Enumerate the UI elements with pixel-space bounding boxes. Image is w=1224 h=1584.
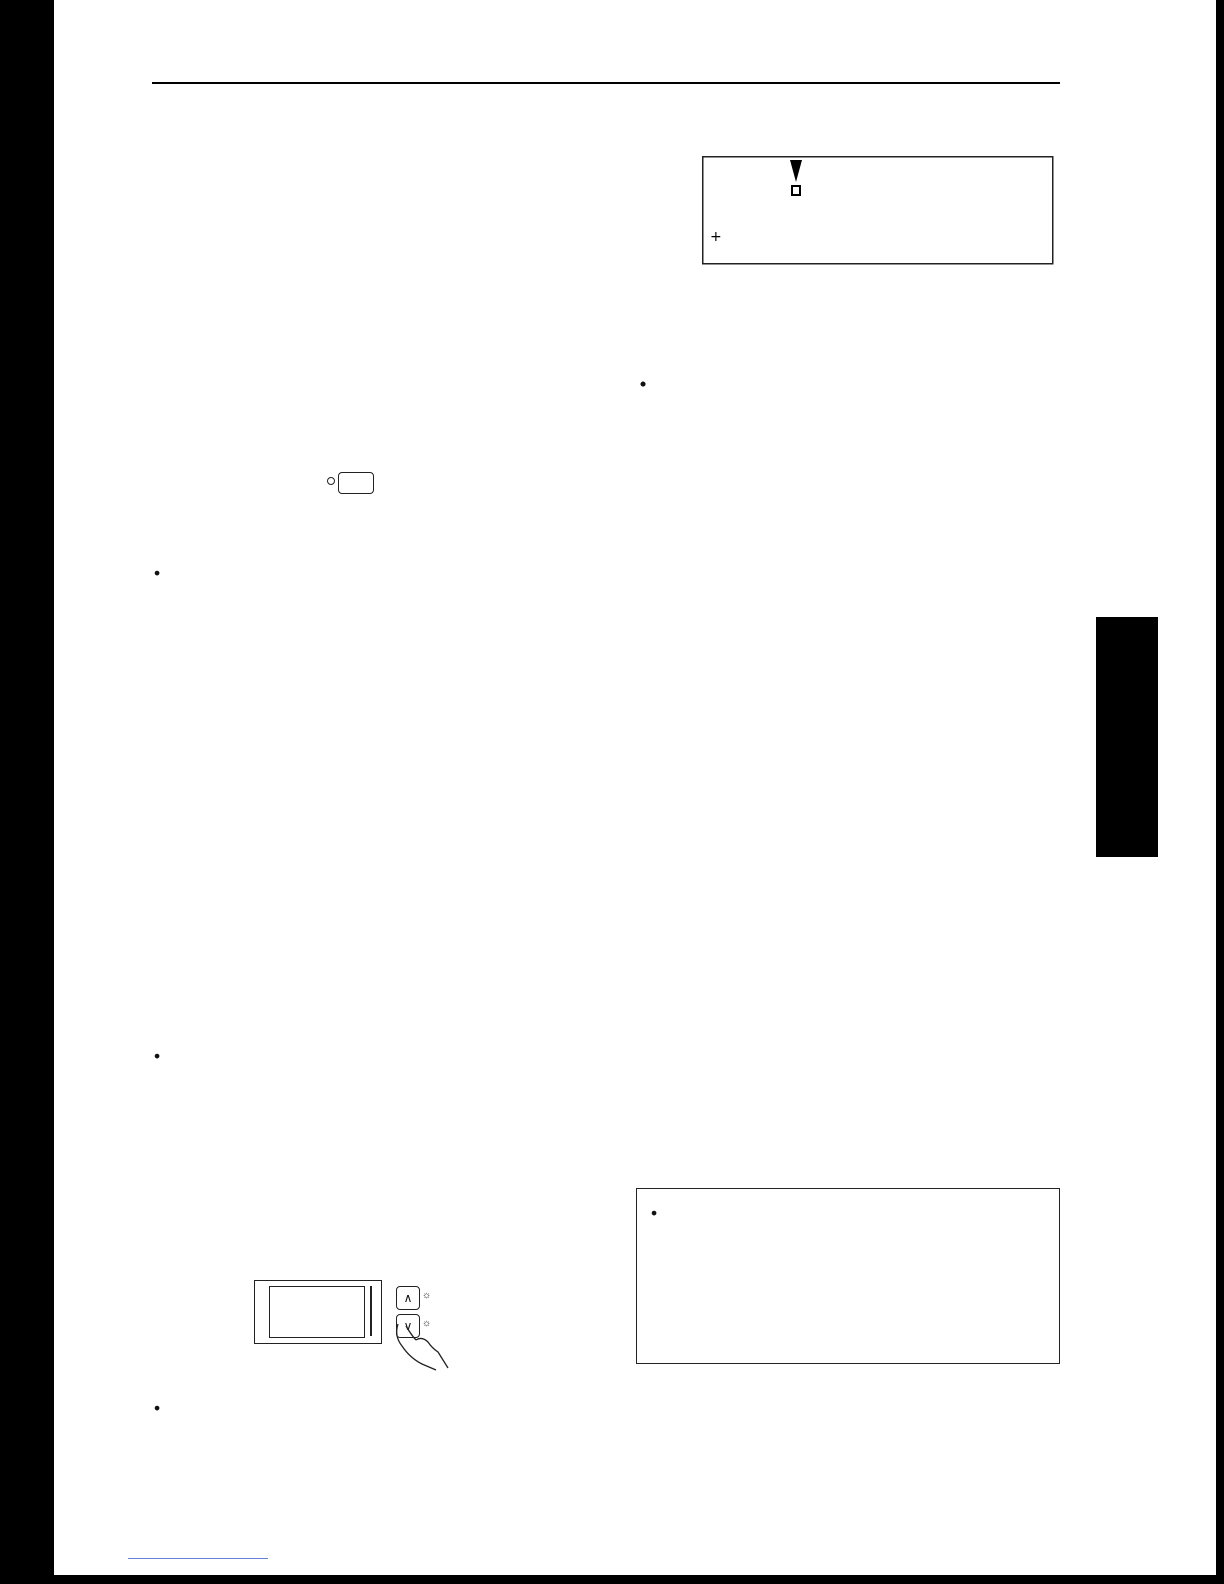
techni-chord-button-figure [324, 458, 394, 498]
header-rule [152, 82, 1060, 84]
svg-text:+: + [710, 229, 722, 245]
transpose-display-figure [254, 1264, 474, 1374]
transpose-up-button[interactable]: ∧ [396, 1286, 420, 1310]
page-scan-border-left [0, 0, 54, 1584]
page-scan-border-right [1216, 0, 1224, 1584]
transpose-down-button[interactable]: ∨ [396, 1314, 420, 1338]
keyboard-illustration [702, 156, 1054, 266]
up-lamp-icon: ☼ [422, 1290, 432, 1301]
down-lamp-icon: ☼ [422, 1318, 432, 1329]
techni-chord-button[interactable] [338, 472, 374, 494]
pressing-hand-icon [392, 1318, 472, 1374]
memory-note-box [636, 1188, 1060, 1364]
led-display [254, 1280, 382, 1344]
indicator-lamp-icon [327, 477, 335, 485]
music-staff-2 [270, 856, 1040, 904]
page-scan-border-bottom [0, 1575, 1224, 1584]
music-staff-1 [270, 778, 1040, 826]
side-tab [1096, 617, 1158, 857]
bottom-scan-line [128, 1558, 268, 1559]
